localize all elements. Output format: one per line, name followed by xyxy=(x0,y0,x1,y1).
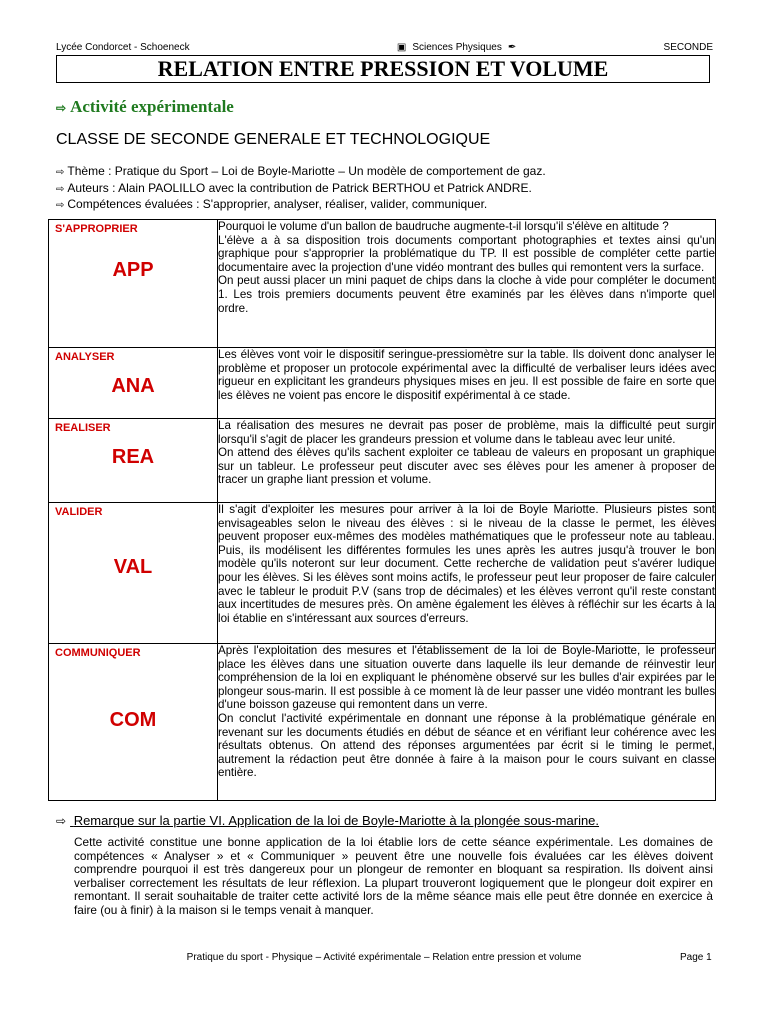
competence-label-cell xyxy=(49,220,218,348)
competence-abbr: APP xyxy=(112,259,154,281)
arrow-right-icon: ⇨ xyxy=(56,167,65,178)
competence-label-cell xyxy=(49,419,218,503)
competence-label-cell xyxy=(49,644,218,801)
arrow-right-icon: ⇨ xyxy=(56,814,67,828)
pen-icon: ✒ xyxy=(507,42,517,53)
paragraph: Après l'exploitation des mesures et l'établissement de la loi de Boyle-Mariotte, le professeur place les élèves dans une situation ouverte dans laquelle ils leur demande de réinvestir leur compréhension de la loi en expliquant le phénomène observé sur les bulles d'air expirées par le plongeur sous-marin. Il est possible à ce moment là de leur passer une vidéo montrant les bulles d'une boisson gazeuse qui remontent dans un verre. xyxy=(218,644,715,712)
level-name: SECONDE xyxy=(663,42,713,53)
school-name: Lycée Condorcet - Schoeneck xyxy=(56,42,190,53)
meta-item: ⇨ Compétences évaluées : S'approprier, analyser, réaliser, valider, communiquer. xyxy=(56,197,488,211)
arrow-right-icon: ⇨ xyxy=(56,183,65,195)
competence-text-cell xyxy=(218,348,716,419)
table-row xyxy=(49,348,716,419)
page-title: RELATION ENTRE PRESSION ET VOLUME xyxy=(56,55,710,83)
subject-block xyxy=(397,42,516,53)
activity-title: Activité expérimentale xyxy=(70,97,234,116)
table-row xyxy=(49,419,716,503)
competence-label-cell xyxy=(49,348,218,419)
paragraph: Pourquoi le volume d'un ballon de baudruche augmente-t-il lorsqu'il s'élève en altitude ? xyxy=(218,220,669,233)
competence-label: S'APPROPRIER xyxy=(55,223,138,235)
page-header xyxy=(56,42,713,53)
competence-label-cell xyxy=(49,503,218,644)
page-number: Page 1 xyxy=(680,952,712,963)
paragraph: Les élèves vont voir le dispositif seringue-pressiomètre sur la table. Ils doivent donc analyser le problème et proposer un protocole expérimental avec la difficulté de verbaliser leurs idées avec rigueur en explicitant les grandeurs physiques mises en jeu. Il est possible de faire en sorte que les élèves ne voient pas encore le dispositif expérimental à ce stade. xyxy=(218,348,715,402)
table-row xyxy=(49,644,716,801)
remark-title: Remarque sur la partie VI. Application de la loi de Boyle-Mariotte à la plongée sous-marine. xyxy=(73,813,600,828)
page-footer: Pratique du sport - Physique – Activité expérimentale – Relation entre pression et volume xyxy=(186,952,582,963)
competence-text-cell xyxy=(218,503,716,644)
remark-heading xyxy=(56,813,599,828)
activity-heading xyxy=(56,97,234,117)
subject-name: Sciences Physiques xyxy=(412,42,502,53)
paragraph: La réalisation des mesures ne devrait pas poser de problème, mais la difficulté peut surgir lorsqu'il s'agit de placer les grandeurs pression et volume dans le tableau avec leur unité. xyxy=(218,419,715,446)
table-row xyxy=(49,220,716,348)
meta-list xyxy=(56,164,546,214)
competence-text-cell xyxy=(218,220,716,348)
competence-abbr: REA xyxy=(111,446,155,468)
meta-item: ⇨ Auteurs : Alain PAOLILLO avec la contribution de Patrick BERTHOU et Patrick ANDRE. xyxy=(56,180,532,195)
paragraph: Il s'agit d'exploiter les mesures pour arriver à la loi de Boyle Mariotte. Plusieurs pistes sont envisageables selon le niveau des élèves : si le niveau de la classe le permet, les élèves peuvent proposer eux-mêmes des modèles mathématiques que le professeur note au tableau. Puis, ils modélisent les différentes formules les unes après les autres jusqu'à trouver le bon modèle qu'ils noteront sur leur document. Cette recherche de validation peut s'avérer ludique pour les élèves. Si les élèves sont moins actifs, le professeur peut leur proposer de faire calculer avec le tableur le produit P.V (sans trop de décimales) et les élèves verront qu'il reste constant aux incertitudes de mesures près. On amène également les élèves à réfléchir sur les écarts à la loi établie en s'intéressant aux sources d'erreurs. xyxy=(218,503,715,625)
arrow-right-icon: ⇨ xyxy=(56,101,67,115)
competences-table xyxy=(48,219,716,801)
paragraph: On conclut l'activité expérimentale en donnant une réponse à la problématique générale en revenant sur les documents étudiés en début de séance et en vérifiant leur cohérence avec les résultats obtenus. On attend des réponses argumentées par écrit si le timing le permet, autrement la rédaction peut être donnée à faire à la maison pour le cours suivant en classe entière. xyxy=(218,711,715,780)
competence-abbr: VAL xyxy=(113,556,153,578)
paragraph: On peut aussi placer un mini paquet de chips dans la cloche à vide pour compléter le document 1. Les trois premiers documents peuvent être examinés par les élèves dans n'importe quel ordre. xyxy=(218,274,715,315)
competence-text-cell xyxy=(218,419,716,503)
competence-label: VALIDER xyxy=(55,506,103,518)
class-heading: CLASSE DE SECONDE GENERALE ET TECHNOLOGIQUE xyxy=(56,131,491,148)
competence-label: ANALYSER xyxy=(55,351,115,363)
competence-text-cell xyxy=(218,644,716,801)
computer-icon: ▣ xyxy=(396,42,407,53)
competence-label: REALISER xyxy=(55,422,111,434)
arrow-right-icon: ⇨ xyxy=(56,200,65,211)
remark-text: Cette activité constitue une bonne application de la loi établie lors de cette séance expérimentale. Les domaines de compétences « Analyser » et « Communiquer » peuvent être une nouvelle fois évaluées car les élèves doivent comprendre pourquoi il est très dangereux pour un plongeur de remonter en bloquant sa respiration. Ils doivent ainsi verbaliser correctement les résultats de leur réflexion. La plupart trouveront logiquement que le plongeur doit expirer en remontant. Il serait souhaitable de traiter cette activité lors de la même séance mais elle peut être donnée en exercice à faire (ou à finir) à la maison si le temps venait à manquer. xyxy=(74,835,713,917)
paragraph: L'élève a à sa disposition trois documents comportant photographies et textes ainsi qu'un graphique pour s'approprier la problématique du TP. Il est possible de compléter cette partie documentaire avec la projection d'une vidéo montrant des bulles qui remontent vers la surface. xyxy=(218,233,715,274)
competence-abbr: COM xyxy=(109,709,157,731)
competence-abbr: ANA xyxy=(111,375,155,397)
table-row xyxy=(49,503,716,644)
paragraph: On attend des élèves qu'ils sachent exploiter ce tableau de valeurs en proposant un graphique sur un tableur. Le professeur peut discuter avec ses élèves pour les amener à proposer de tracer un graphe liant pression et volume. xyxy=(218,446,715,487)
meta-item: ⇨ Thème : Pratique du Sport – Loi de Boyle-Mariotte – Un modèle de comportement de gaz. xyxy=(56,164,546,178)
competence-label: COMMUNIQUER xyxy=(55,647,141,659)
